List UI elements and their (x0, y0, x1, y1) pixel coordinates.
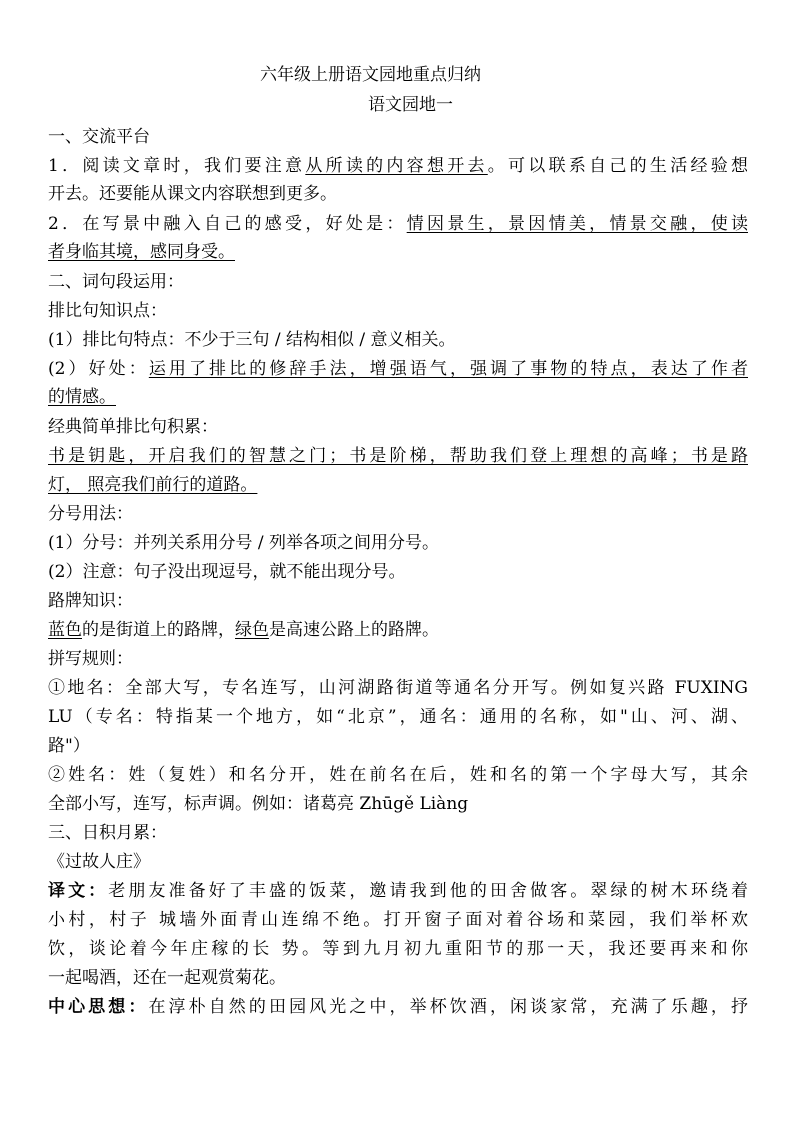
underlined-phrase: 从所读的内容想开去 (305, 156, 488, 176)
paragraph-line: 全部小写，连写，标声调。例如：诸葛亮 Zhūgě Liàng (48, 794, 469, 814)
heading-daily-accumulation: 三、日积月累： (48, 823, 167, 843)
section-subtitle: 语文园地一 (368, 95, 453, 115)
poem-title: 《过故人庄》 (48, 852, 150, 872)
subheading-classic-sentences: 经典简单排比句积累： (48, 417, 218, 437)
paragraph-line (48, 445, 748, 467)
underlined-phrase: 蓝色 (48, 620, 82, 640)
paragraph-line: (1）排比句特点：不少于三句 / 结构相似 / 意义相关。 (48, 330, 456, 350)
underlined-phrase: 运用了排比的修辞手法，增强语气，强调了事物的特点，表达了作者 (148, 359, 748, 379)
paragraph-line: 一起喝酒，还在一起观赏菊花。 (48, 968, 286, 988)
underlined-phrase: 绿色 (235, 620, 269, 640)
underlined-phrase: 情因景生，景因情美，情景交融，使读 (406, 214, 748, 234)
underlined-phrase: 者身临其境，感同身受。 (48, 242, 235, 262)
heading-exchange-platform: 一、交流平台 (48, 127, 150, 147)
label-central-idea: 中心思想： (48, 997, 149, 1017)
subheading-spelling-rules: 拼写规则： (48, 649, 133, 669)
paragraph-line (48, 386, 748, 408)
paragraph-line: 中心思想：在淳朴自然的田园风光之中，举杯饮酒，闲谈家常，充满了乐趣，抒 (48, 997, 749, 1017)
paragraph-line (48, 241, 748, 263)
subheading-semicolon: 分号用法： (48, 504, 133, 524)
paragraph-line: 1．阅读文章时，我们要注意从所读的内容想开去。可以联系自己的生活经验想 (48, 156, 749, 176)
label-translation: 译文： (48, 881, 109, 901)
paragraph-line: 开去。还要能从课文内容联想到更多。 (48, 184, 337, 204)
underlined-phrase: 书是钥匙，开启我们的智慧之门；书是阶梯，帮助我们登上理想的高峰；书是路 (48, 446, 748, 466)
paragraph-line: ①地名：全部大写，专名连写，山河湖路街道等通名分开写。例如复兴路 FUXING (48, 678, 748, 698)
paragraph-line: 蓝色的是街道上的路牌，绿色是高速公路上的路牌。 (48, 620, 439, 640)
underlined-phrase: 的情感。 (48, 387, 116, 407)
paragraph-line: 路"） (48, 736, 90, 756)
underlined-phrase: 灯， 照亮我们前行的道路。 (48, 475, 258, 495)
subheading-parallelism: 排比句知识点： (48, 301, 167, 321)
paragraph-line: (2）注意：句子没出现逗号，就不能出现分号。 (48, 562, 406, 582)
paragraph-line: ②姓名：姓（复姓）和名分开，姓在前名在后，姓和名的第一个字母大写，其余 (48, 765, 748, 785)
paragraph-line: 2．在写景中融入自己的感受，好处是：情因景生，景因情美，情景交融，使读 (48, 214, 748, 234)
document-title: 六年级上册语文园地重点归纳 (260, 65, 481, 85)
paragraph-line (48, 474, 748, 496)
heading-word-usage: 二、词句段运用： (48, 272, 184, 292)
subheading-road-signs: 路牌知识： (48, 591, 133, 611)
paragraph-line: (1）分号：并列关系用分号 / 列举各项之间用分号。 (48, 533, 439, 553)
paragraph-line: LU（专名：特指某一个地方，如“北京”，通名：通用的名称，如"山、河、湖、 (48, 707, 748, 727)
paragraph-line: 小村，村子 城墙外面青山连绵不绝。打开窗子面对着谷场和菜园，我们举杯欢 (48, 910, 748, 930)
paragraph-line: (2）好处：运用了排比的修辞手法，增强语气，强调了事物的特点，表达了作者 (48, 359, 748, 379)
paragraph-line: 饮，谈论着今年庄稼的长 势。等到九月初九重阳节的那一天，我还要再来和你 (48, 939, 748, 959)
paragraph-line: 译文：老朋友准备好了丰盛的饭菜，邀请我到他的田舍做客。翠绿的树木环绕着 (48, 881, 748, 901)
